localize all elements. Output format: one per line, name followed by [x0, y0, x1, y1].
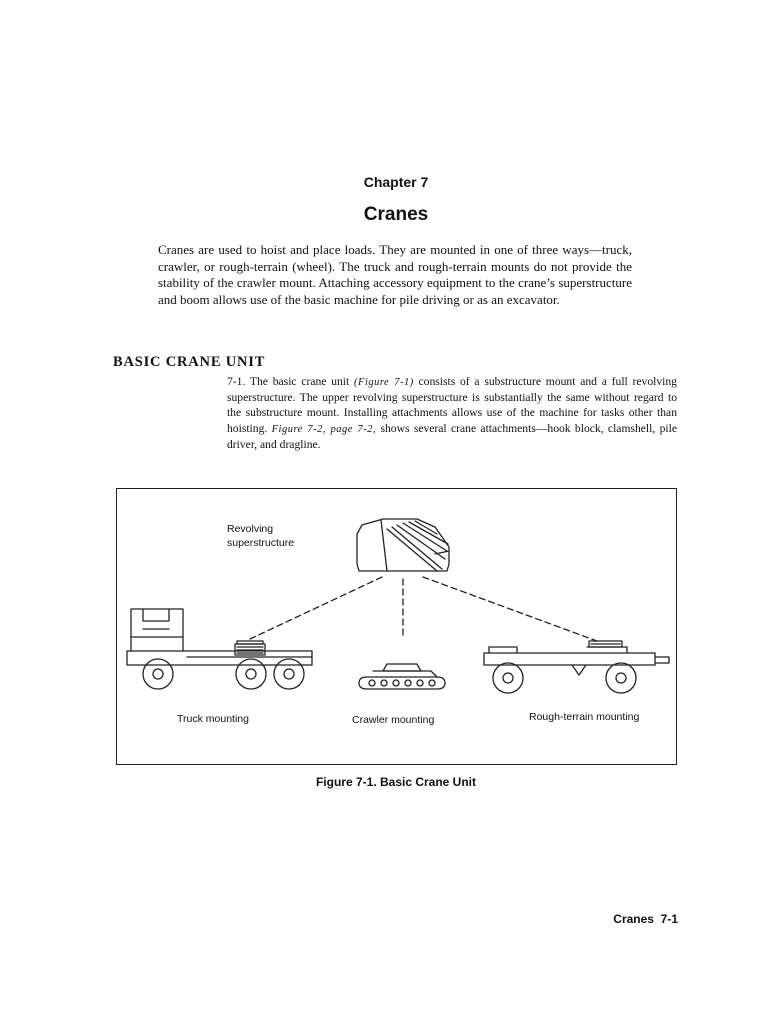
chapter-title: Cranes: [363, 204, 429, 225]
rough-terrain-drawing: [484, 641, 669, 693]
superstructure-drawing: [357, 519, 449, 571]
connector-lines: [250, 577, 597, 641]
label-crawler-mounting: Crawler mounting: [352, 714, 435, 726]
paragraph-number: 7-1.: [227, 375, 246, 388]
label-truck-mounting: Truck mounting: [177, 713, 249, 725]
label-revolving-superstructure: [227, 522, 294, 550]
chapter-label: Chapter 7: [363, 174, 429, 190]
paragraph-text-1: The basic crane unit: [245, 375, 355, 388]
paragraph-text-3: shows several crane attachments—hook block, clamshell, pile driver, and dragline.: [227, 421, 677, 451]
crawler-drawing: [359, 664, 445, 689]
figure-caption: Figure 7-1. Basic Crane Unit: [315, 775, 477, 789]
figure-reference-link[interactable]: (Figure 7-1): [354, 377, 414, 388]
intro-paragraph: Cranes are used to hoist and place loads. They are mounted in one of three ways—truck, crawler, or rough-terrain (wheel). The truck and rough-terrain mounts do not provide the stability of the crawler mount. Attaching accessory equipment to the crane’s superstructure and boom allows use of the basic machine for pile driving or as an excavator.: [158, 242, 632, 307]
section-heading: BASIC CRANE UNIT: [113, 354, 266, 370]
figure-reference-link-2[interactable]: Figure 7-2, page 7-2,: [271, 423, 377, 435]
label-revolving-line1: Revolving: [227, 523, 274, 535]
label-rough-terrain-mounting: Rough-terrain mounting: [529, 711, 640, 723]
truck-drawing: [127, 609, 312, 689]
section-paragraph: [227, 374, 677, 452]
label-revolving-line2: superstructure: [227, 537, 295, 549]
figure-frame: [116, 488, 677, 765]
page-footer: Cranes 7-1: [613, 912, 678, 926]
paragraph-text-2: consists of a substructure mount and a full revolving superstructure. The upper revolving superstructure is substantially the same without regard to the substructure mount. Installing attachments allows use of the machine for tasks other than hoisting.: [227, 375, 677, 435]
